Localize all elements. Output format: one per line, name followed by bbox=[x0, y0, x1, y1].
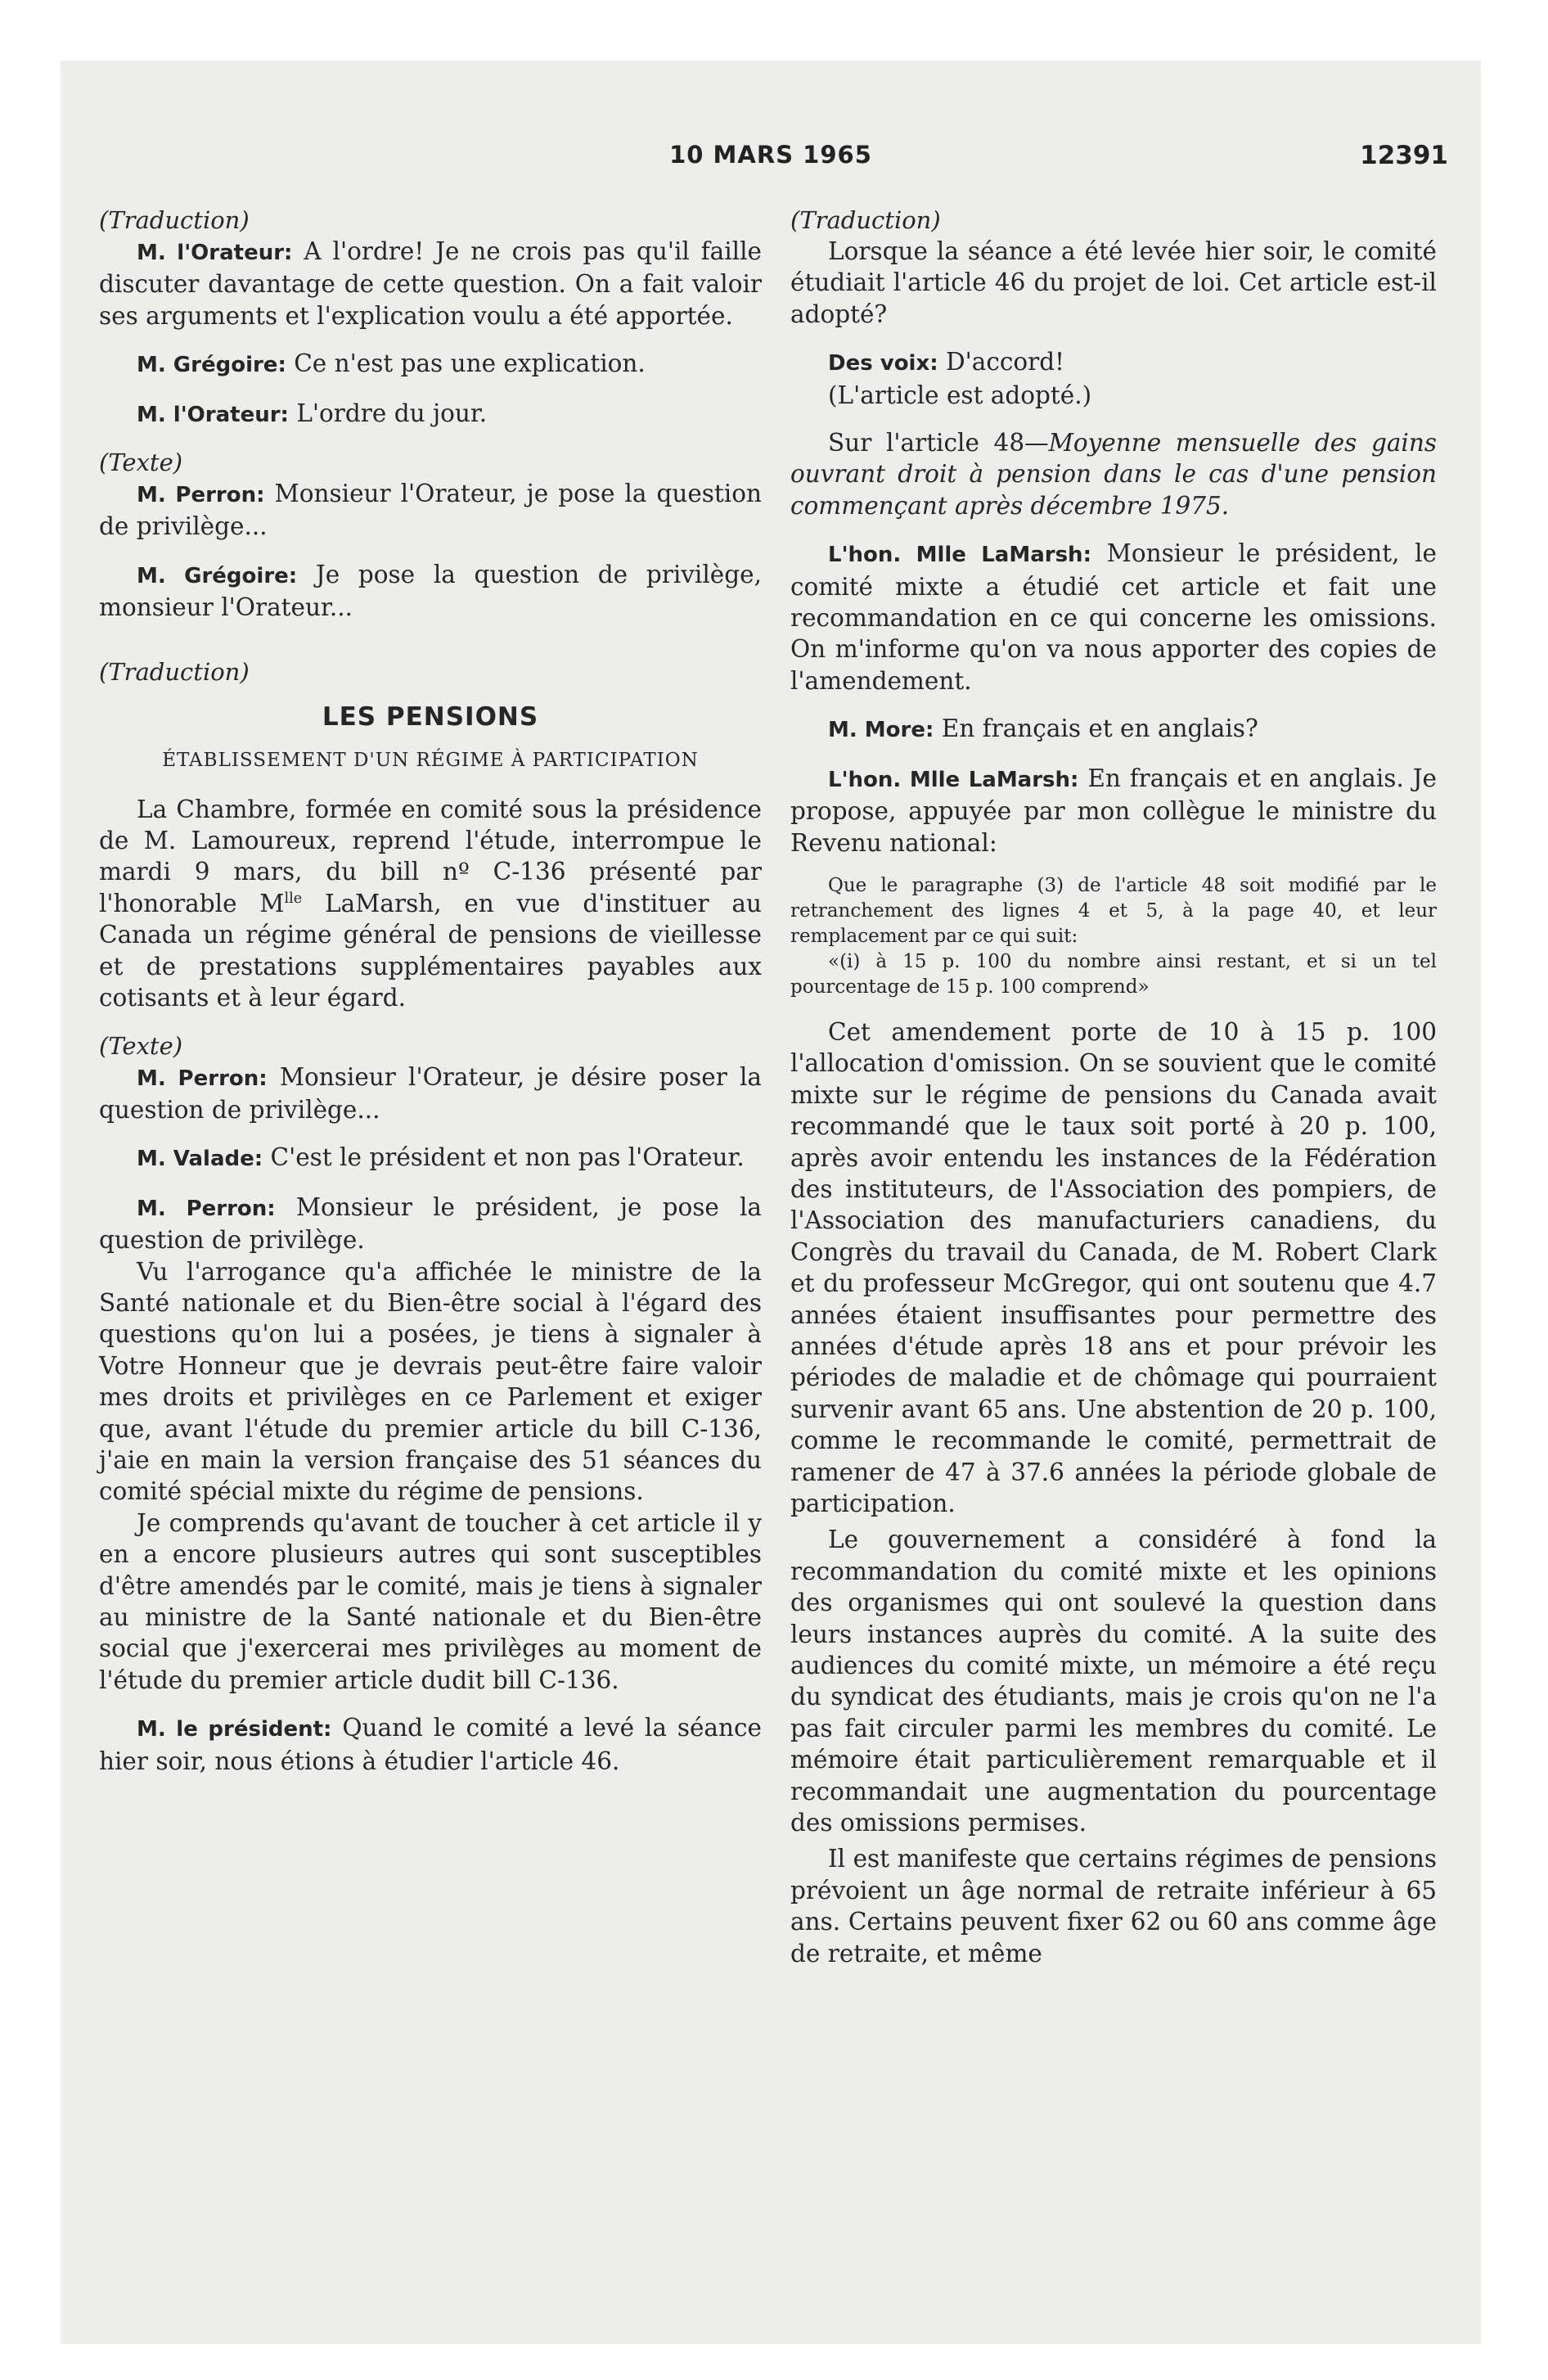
amendment-quote bbox=[790, 873, 1437, 1000]
right-column bbox=[790, 205, 1437, 1969]
page-header bbox=[61, 141, 1481, 182]
paragraph bbox=[99, 559, 762, 624]
section-label: (Texte) bbox=[99, 449, 183, 477]
section-label: (Traduction) bbox=[99, 206, 250, 234]
speaker-name: Des voix: bbox=[828, 351, 938, 376]
paragraph bbox=[99, 1142, 762, 1174]
speech-text: A l'ordre! Je ne crois pas qu'il faille discuter davantage de cette question. On a fait valoir ses arguments et l'explication voulu a été apportée. bbox=[99, 237, 762, 330]
speaker-name: M. l'Orateur: bbox=[137, 241, 293, 265]
paragraph bbox=[790, 538, 1437, 696]
body-text: LaMarsh, en vue d'instituer au Canada un régime général de pensions de vieillesse et de prestations supplémentaires payables aux cotisants et à leur égard. bbox=[99, 889, 762, 1012]
page-number: 12391 bbox=[1360, 141, 1448, 170]
section-label: (Traduction) bbox=[790, 206, 941, 234]
paragraph bbox=[99, 348, 762, 381]
paragraph bbox=[99, 398, 762, 430]
speaker-name: M. Valade: bbox=[137, 1147, 263, 1172]
section-label: (Texte) bbox=[99, 1031, 183, 1060]
body-text: Sur l'article 48— bbox=[828, 429, 1049, 458]
paragraph: Lorsque la séance a été levée hier soir, le comité étudiait l'article 46 du projet de loi. Cet article est-il adopté? bbox=[790, 237, 1437, 328]
speaker-name: M. le président: bbox=[137, 1717, 332, 1742]
paragraph bbox=[790, 346, 1437, 379]
section-subheading: ÉTABLISSEMENT D'UN RÉGIME À PARTICIPATION bbox=[162, 749, 699, 771]
section-heading: LES PENSIONS bbox=[322, 701, 539, 732]
speech-text: L'ordre du jour. bbox=[296, 399, 488, 427]
speech-text: Quand le comité a levé la séance hier soir, nous étions à étudier l'article 46. bbox=[99, 1714, 762, 1775]
speech-text: Monsieur le président, je pose la question de privilège. bbox=[99, 1192, 762, 1255]
paragraph bbox=[790, 427, 1437, 521]
speech-text: Monsieur l'Orateur, je désire poser la question de privilège... bbox=[99, 1062, 762, 1124]
speech-text: En français et en anglais. Je propose, appuyée par mon collègue le ministre du Revenu national: bbox=[790, 764, 1437, 857]
paragraph bbox=[99, 478, 762, 543]
paragraph bbox=[790, 713, 1437, 746]
page-date: 10 MARS 1965 bbox=[669, 141, 872, 169]
speaker-name: M. Grégoire: bbox=[137, 353, 286, 378]
paragraph bbox=[99, 794, 762, 1014]
paragraph bbox=[790, 763, 1437, 859]
paragraph: Vu l'arrogance qu'a affichée le ministre de la Santé nationale et du Bien-être social à l'égard des questions qu'on lui a posées, je tiens à signaler à Votre Honneur que je devrais peut-être faire valoir mes droits et privilèges en ce Parlement et exiger que, avant l'étude du premier article du bill C-136, j'aie en main la version française des 51 séances du comité spécial mixte du régime de pensions. bbox=[99, 1257, 762, 1506]
body-text: La Chambre, formée en comité sous la présidence de M. Lamoureux, reprend l'étude, interrompue le mardi 9 mars, du bill nº C-136 présenté par l'honorable M bbox=[99, 795, 762, 917]
speaker-name: M. Grégoire: bbox=[137, 563, 298, 588]
superscript: lle bbox=[284, 890, 303, 908]
speech-text: C'est le président et non pas l'Orateur. bbox=[270, 1143, 745, 1172]
paragraph: Le gouvernement a considéré à fond la recommandation du comité mixte et les opinions des organismes qui ont soulevé la question dans leurs instances auprès du comité. A la suite des audiences du comité mixte, un mémoire a été reçu du syndicat des étudiants, mais je crois qu'on ne l'a pas fait circuler parmi les membres du comité. Le mémoire était particulièrement remarquable et il recommandait une augmentation du pourcentage des omissions permises. bbox=[790, 1526, 1437, 1837]
paragraph: Cet amendement porte de 10 à 15 p. 100 l'allocation d'omission. On se souvient que le comité mixte sur le régime de pensions du Canada avait recommandé que le taux soit porté à 20 p. 100, après avoir entendu les instances de la Fédération des instituteurs, de l'Association des pompiers, de l'Association des manufacturiers canadiens, du Congrès du travail du Canada, de M. Robert Clark et du professeur McGregor, qui ont soutenu que 4.7 années étaient insuffisantes pour permettre des années d'étude après 18 ans et pour prévoir les périodes de maladie et de chômage qui pourraient survenir avant 65 ans. Une abstention de 20 p. 100, comme le recommande le comité, permettrait de ramener de 47 à 37.6 années la période globale de participation. bbox=[790, 1017, 1437, 1517]
paragraph: (L'article est adopté.) bbox=[828, 381, 1092, 409]
speaker-name: M. More: bbox=[828, 718, 934, 743]
paragraph bbox=[99, 1062, 762, 1126]
speaker-name: M. Perron: bbox=[137, 1066, 268, 1091]
speech-text: En français et en anglais? bbox=[941, 714, 1258, 743]
speech-text: Monsieur l'Orateur, je pose la question de privilège... bbox=[99, 480, 762, 541]
speech-text: Ce n'est pas une explication. bbox=[294, 349, 646, 378]
speaker-name: M. Perron: bbox=[137, 483, 265, 508]
paragraph bbox=[99, 1712, 762, 1777]
speech-text: D'accord! bbox=[946, 348, 1065, 376]
speech-text: Je pose la question de privilège, monsieur l'Orateur... bbox=[99, 560, 762, 622]
speaker-name: M. l'Orateur: bbox=[137, 402, 289, 427]
section-label: (Traduction) bbox=[99, 657, 250, 686]
left-column bbox=[99, 205, 762, 1777]
speech-text: Monsieur le président, le comité mixte a étudié cet article et fait une recommandation en ce qui concerne les omissions. On m'informe qu'on va nous apporter des copies de l'amendement. bbox=[790, 539, 1437, 695]
speaker-name: L'hon. Mlle LaMarsh: bbox=[828, 767, 1079, 792]
quote-line: Que le paragraphe (3) de l'article 48 soit modifié par le retranchement des lignes 4 et 5, à la page 40, et leur remplacement par ce qui suit: bbox=[790, 874, 1437, 947]
speaker-name: L'hon. Mlle LaMarsh: bbox=[828, 543, 1091, 568]
paragraph: Il est manifeste que certains régimes de pensions prévoient un âge normal de retraite inférieur à 65 ans. Certains peuvent fixer 62 ou 60 ans comme âge de retraite, et même bbox=[790, 1845, 1437, 1968]
speaker-name: M. Perron: bbox=[137, 1196, 276, 1221]
quote-line: «(i) à 15 p. 100 du nombre ainsi restant, et si un tel pourcentage de 15 p. 100 comprend» bbox=[790, 950, 1437, 998]
paragraph bbox=[99, 1192, 762, 1256]
paragraph bbox=[99, 236, 762, 331]
paragraph: Je comprends qu'avant de toucher à cet article il y en a encore plusieurs autres qui sont susceptibles d'être amendés par le comité, mais je tiens à signaler au ministre de la Santé nationale et du Bien-être social que j'exercerai mes privilèges au moment de l'étude du premier article dudit bill C-136. bbox=[99, 1508, 762, 1694]
article-title: Moyenne mensuelle des gains ouvrant droit à pension dans le cas d'une pension commençant après décembre 1975. bbox=[790, 429, 1438, 520]
